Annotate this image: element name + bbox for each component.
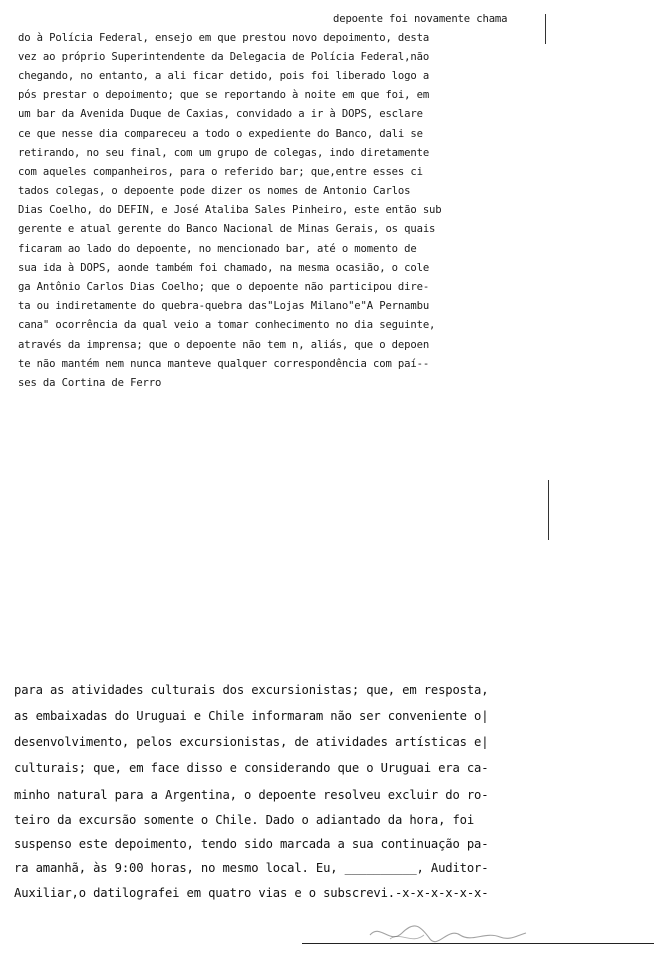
text-line: ta ou indiretamente do quebra-quebra das"Lojas Milano"e"A Pernambu bbox=[18, 300, 430, 312]
text-line: as embaixadas do Uruguai e Chile informaram não ser conveniente o| bbox=[14, 709, 489, 723]
text-line: sua ida à DOPS, aonde também foi chamado, na mesma ocasião, o cole bbox=[18, 262, 430, 274]
text-line: culturais; que, em face disso e considerando que o Uruguai era ca- bbox=[14, 761, 489, 775]
text-line: através da imprensa; que o depoente não tem n, aliás, que o depoen bbox=[18, 339, 430, 351]
text-line: vez ao próprio Superintendente da Delegacia de Polícia Federal,não bbox=[18, 51, 430, 63]
text-line: Auxiliar,o datilografei em quatro vias e o subscrevi.-x-x-x-x-x-x- bbox=[14, 886, 489, 900]
text-line: pós prestar o depoimento; que se reportando à noite em que foi, em bbox=[18, 89, 430, 101]
text-line: ra amanhã, às 9:00 horas, no mesmo local. Eu, __________, Auditor- bbox=[14, 861, 489, 875]
text-line: depoente foi novamente chama bbox=[333, 13, 508, 25]
text-line: ficaram ao lado do depoente, no mencionado bar, até o momento de bbox=[18, 243, 417, 255]
text-line: Dias Coelho, do DEFIN, e José Ataliba Sales Pinheiro, este então sub bbox=[18, 204, 442, 216]
margin-mark bbox=[545, 14, 546, 44]
text-line: ce que nesse dia compareceu a todo o expediente do Banco, dali se bbox=[18, 128, 423, 140]
signature-line bbox=[302, 943, 654, 944]
text-line: retirando, no seu final, com um grupo de colegas, indo diretamente bbox=[18, 147, 430, 159]
text-line: suspenso este depoimento, tendo sido marcada a sua continuação pa- bbox=[14, 837, 489, 851]
margin-mark bbox=[548, 480, 549, 540]
text-line: desenvolvimento, pelos excursionistas, de atividades artísticas e| bbox=[14, 735, 489, 749]
text-line: teiro da excursão somente o Chile. Dado o adiantado da hora, foi bbox=[14, 813, 474, 827]
text-line: para as atividades culturais dos excursionistas; que, em resposta, bbox=[14, 683, 489, 697]
text-line: ga Antônio Carlos Dias Coelho; que o depoente não participou dire- bbox=[18, 281, 430, 293]
text-line: do à Polícia Federal, ensejo em que prestou novo depoimento, desta bbox=[18, 32, 430, 44]
text-line: te não mantém nem nunca manteve qualquer correspondência com paí-- bbox=[18, 358, 430, 370]
handwritten-signature bbox=[360, 905, 530, 970]
text-line: tados colegas, o depoente pode dizer os nomes de Antonio Carlos bbox=[18, 185, 411, 197]
text-line: gerente e atual gerente do Banco Nacional de Minas Gerais, os quais bbox=[18, 223, 436, 235]
text-line: minho natural para a Argentina, o depoente resolveu excluir do ro- bbox=[14, 788, 489, 802]
text-line: um bar da Avenida Duque de Caxias, convidado a ir à DOPS, esclare bbox=[18, 108, 423, 120]
text-line: com aqueles companheiros, para o referido bar; que,entre esses ci bbox=[18, 166, 423, 178]
text-line: chegando, no entanto, a ali ficar detido, pois foi liberado logo a bbox=[18, 70, 430, 82]
text-line: cana" ocorrência da qual veio a tomar conhecimento no dia seguinte, bbox=[18, 319, 436, 331]
text-line: ses da Cortina de Ferro bbox=[18, 377, 162, 389]
